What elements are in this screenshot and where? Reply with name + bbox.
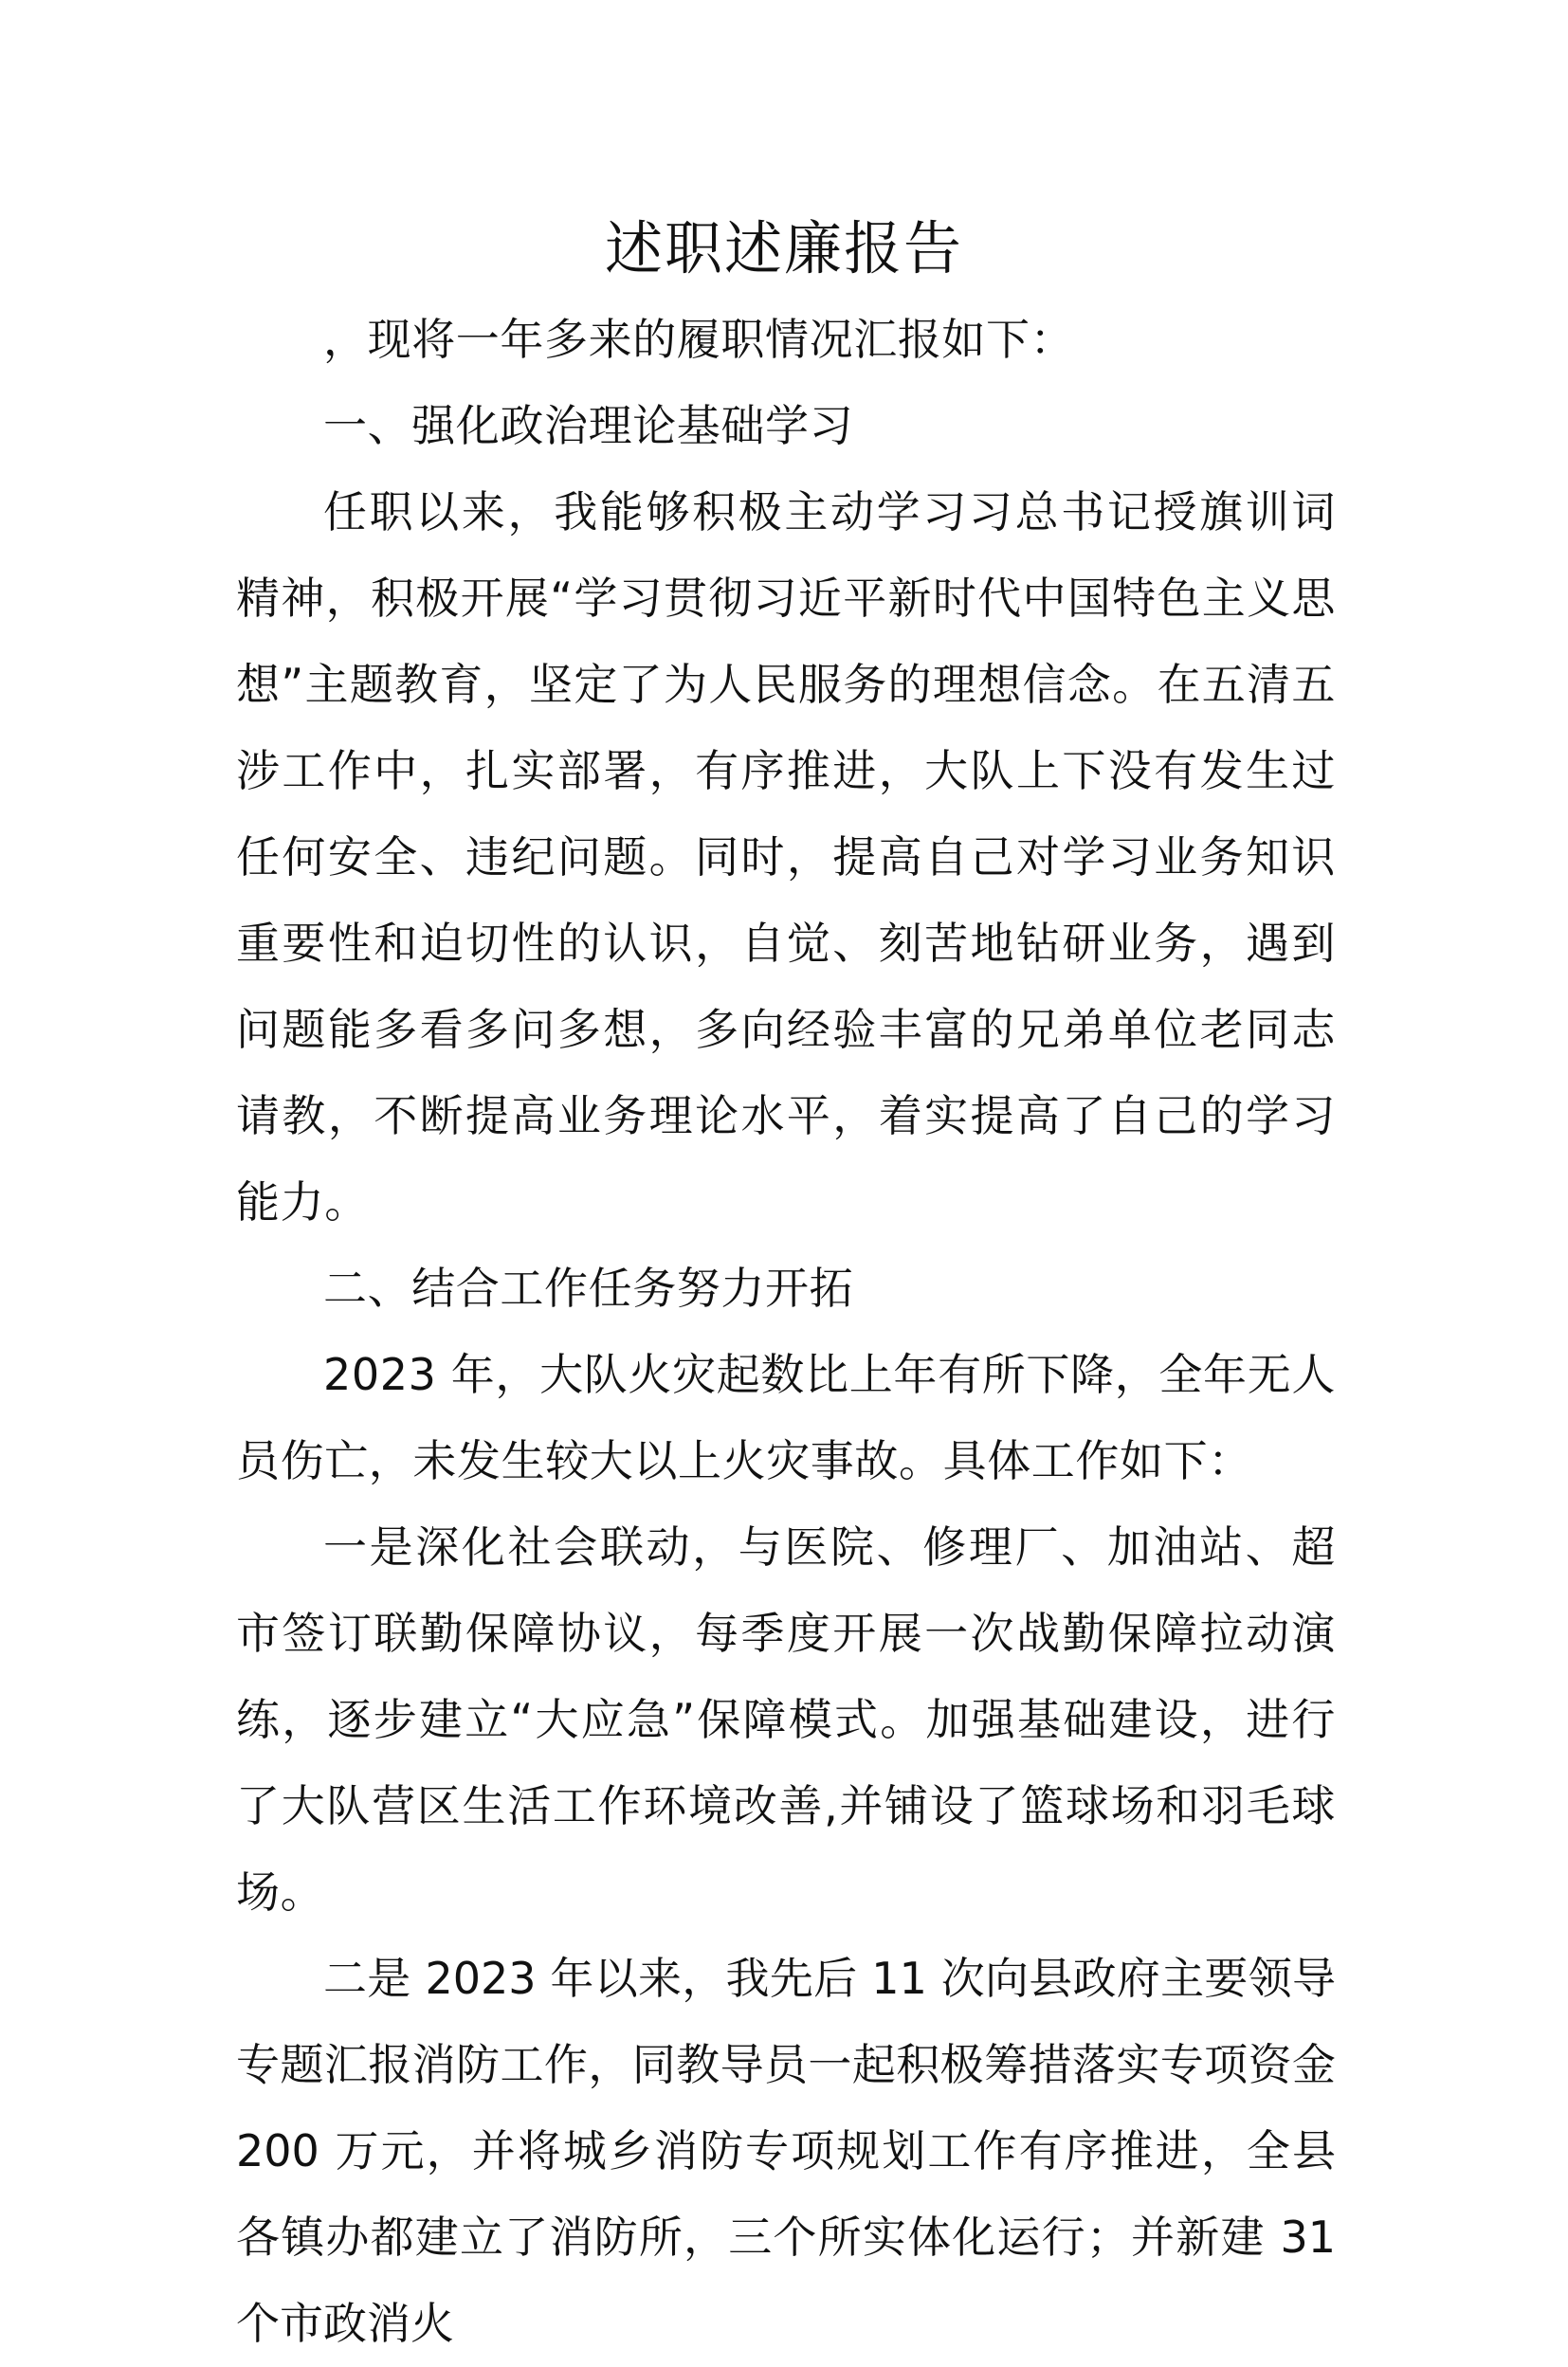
- paragraph-point-2: 二是 2023 年以来，我先后 11 次向县政府主要领导专题汇报消防工作，同教导员一起积极筹措落实专项资金 200 万元，并将城乡消防专项规划工作有序推进，全县各镇办都建立了消防所，三个所实体化运行；并新建 31 个市政消火: [236, 1953, 1336, 2349]
- paragraph-study: 任职以来，我能够积极主动学习习总书记授旗训词精神，积极开展“学习贯彻习近平新时代中国特色主义思想”主题教育，坚定了为人民服务的理想信念。在五清五涉工作中，扎实部署，有序推进，大队上下没有发生过任何安全、违纪问题。同时，提高自己对学习业务知识重要性和迫切性的认识，自觉、刻苦地钻研业务，遇到问题能多看多问多想，多向经验丰富的兄弟单位老同志请教，不断提高业务理论水平，着实提高了自己的学习能力。: [236, 486, 1336, 1228]
- document-body: [236, 297, 1336, 2367]
- intro-paragraph: ，现将一年多来的履职情况汇报如下：: [323, 314, 1075, 365]
- document-title: 述职述廉报告: [604, 215, 963, 282]
- section-heading-2: 二、结合工作任务努力开拓: [323, 1263, 854, 1314]
- paragraph-2023-summary: 2023 年，大队火灾起数比上年有所下降，全年无人员伤亡，未发生较大以上火灾事故。具体工作如下：: [236, 1349, 1336, 1486]
- paragraph-point-1: 一是深化社会联动，与医院、修理厂、加油站、超市签订联勤保障协议，每季度开展一次战勤保障拉动演练，逐步建立“大应急”保障模式。加强基础建设，进行了大队营区生活工作环境改善,并铺设了篮球场和羽毛球场。: [236, 1521, 1336, 1918]
- section-heading-1: 一、强化政治理论基础学习: [323, 400, 854, 451]
